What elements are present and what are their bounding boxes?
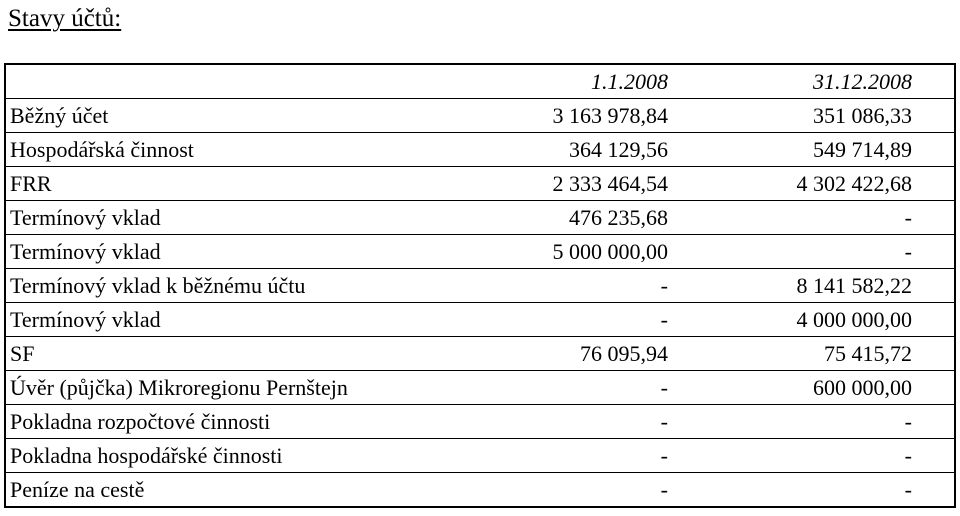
balance-start-cell: - <box>472 303 677 337</box>
table-row <box>6 167 954 201</box>
header-date-start: 1.1.2008 <box>472 65 677 99</box>
balance-start-cell: - <box>472 269 677 303</box>
account-name-cell: Termínový vklad k běžnému účtu <box>6 269 472 303</box>
balance-start-cell: - <box>472 405 677 439</box>
balance-end-cell: 4 302 422,68 <box>677 167 954 201</box>
balance-start-cell: - <box>472 371 677 405</box>
balance-start-cell: - <box>472 473 677 508</box>
table-row <box>6 269 954 303</box>
balance-end-cell: 549 714,89 <box>677 133 954 167</box>
balance-end-cell: 351 086,33 <box>677 99 954 133</box>
balance-end-cell: 4 000 000,00 <box>677 303 954 337</box>
table-row <box>6 201 954 235</box>
balance-start-cell: - <box>472 439 677 473</box>
account-name-cell: FRR <box>6 167 472 201</box>
balance-end-cell: - <box>677 405 954 439</box>
account-name-cell: Běžný účet <box>6 99 472 133</box>
balance-end-cell: 600 000,00 <box>677 371 954 405</box>
table-row <box>6 439 954 473</box>
balance-start-cell: 5 000 000,00 <box>472 235 677 269</box>
account-balances-table <box>4 63 956 508</box>
header-date-end: 31.12.2008 <box>677 65 954 99</box>
table-row <box>6 133 954 167</box>
page-title: Stavy účtů: <box>8 5 122 32</box>
balance-end-cell: - <box>677 473 954 508</box>
balance-start-cell: 3 163 978,84 <box>472 99 677 133</box>
table-row <box>6 405 954 439</box>
table-row <box>6 337 954 371</box>
balance-start-cell: 364 129,56 <box>472 133 677 167</box>
header-label-cell <box>6 65 472 99</box>
balance-end-cell: - <box>677 439 954 473</box>
balance-end-cell: 8 141 582,22 <box>677 269 954 303</box>
balance-start-cell: 2 333 464,54 <box>472 167 677 201</box>
account-name-cell: Pokladna hospodářské činnosti <box>6 439 472 473</box>
account-name-cell: Peníze na cestě <box>6 473 472 508</box>
table-row <box>6 99 954 133</box>
table-row <box>6 303 954 337</box>
balance-start-cell: 76 095,94 <box>472 337 677 371</box>
table-row <box>6 235 954 269</box>
table-row <box>6 371 954 405</box>
account-name-cell: Pokladna rozpočtové činnosti <box>6 405 472 439</box>
balance-end-cell: 75 415,72 <box>677 337 954 371</box>
balance-end-cell: - <box>677 235 954 269</box>
account-name-cell: SF <box>6 337 472 371</box>
header-row <box>6 65 954 99</box>
account-name-cell: Úvěr (půjčka) Mikroregionu Pernštejn <box>6 371 472 405</box>
table-row <box>6 473 954 508</box>
account-name-cell: Termínový vklad <box>6 235 472 269</box>
balance-end-cell: - <box>677 201 954 235</box>
balance-start-cell: 476 235,68 <box>472 201 677 235</box>
account-name-cell: Termínový vklad <box>6 201 472 235</box>
account-name-cell: Termínový vklad <box>6 303 472 337</box>
account-name-cell: Hospodářská činnost <box>6 133 472 167</box>
